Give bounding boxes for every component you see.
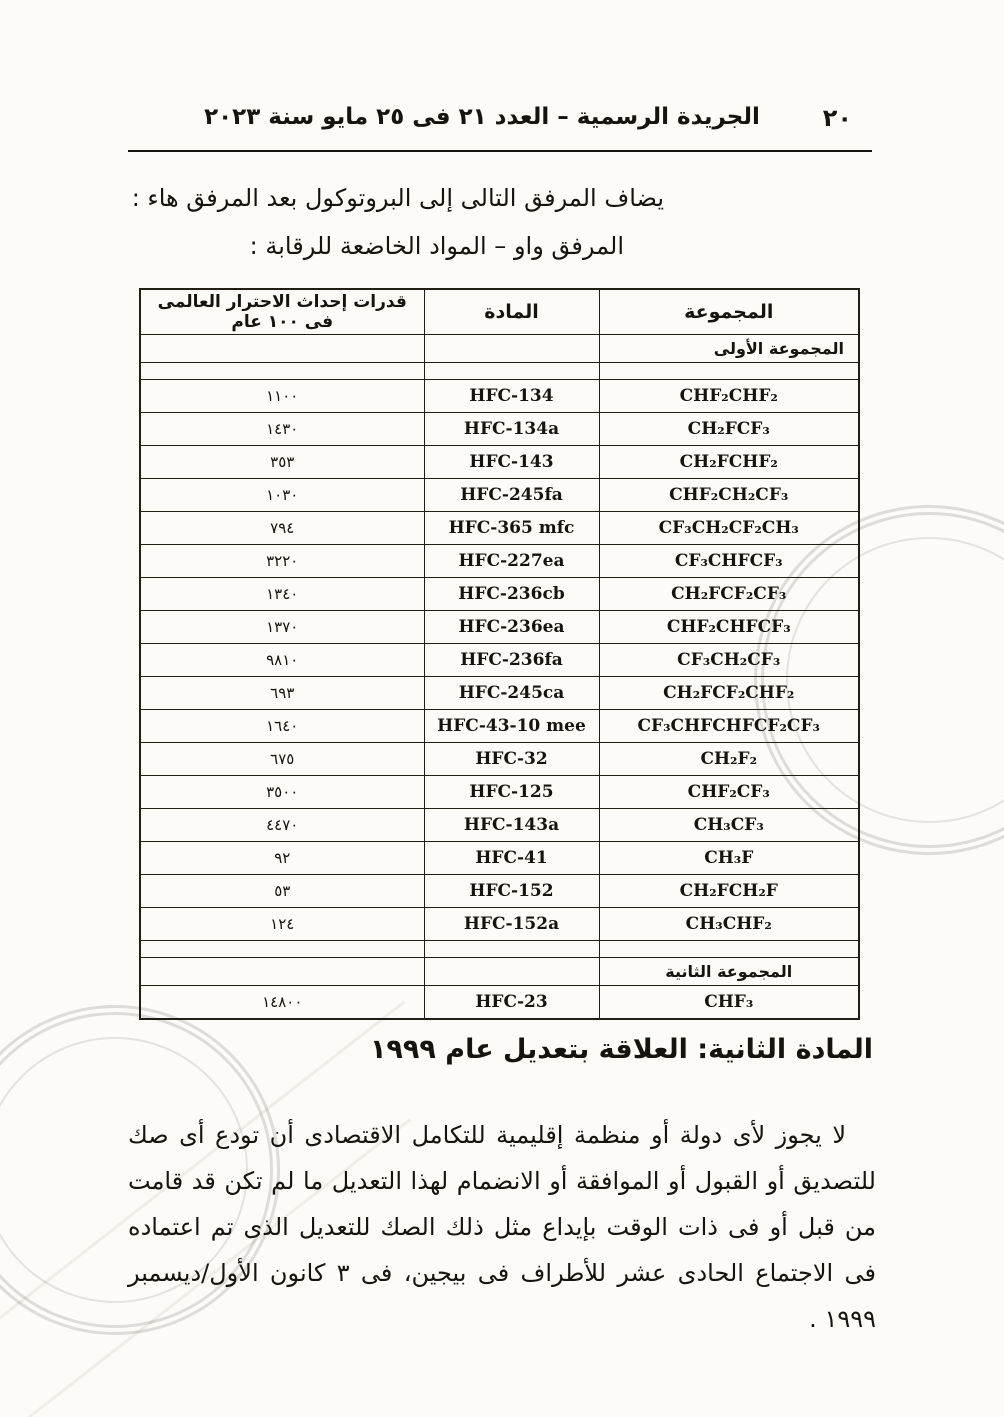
col-header-gwp: قدرات إحداث الاحترار العالمى فى ١٠٠ عام [140,289,424,335]
formula-cell: CH₃CHF₂ [599,908,859,941]
gwp-cell: ١٢٤ [140,908,424,941]
gwp-cell: ١١٠٠ [140,380,424,413]
gwp-cell: ٣٥٣ [140,446,424,479]
empty-cell [424,363,599,380]
table-row [140,380,859,413]
formula-cell: CH₂FCF₂CF₃ [599,578,859,611]
table-row [140,842,859,875]
table-row [140,413,859,446]
table-row [140,809,859,842]
table-row [140,875,859,908]
formula-cell: CH₃CF₃ [599,809,859,842]
substance-cell: HFC-236ea [424,611,599,644]
article-paragraph: لا يجوز لأى دولة أو منظمة إقليمية للتكامل الاقتصادى أن تودع أى صك للتصديق أو القبول أو الموافقة أو الانضمام لهذا التعديل ما لم تكن قد قامت من قبل أو فى ذات الوقت بإيداع مثل ذلك الصك للتعديل الذى تم اعتماده فى الاجتماع الحادى عشر للأطراف فى بيجين، فى ٣ كانون الأول/ديسمبر ١٩٩٩ . [128,1121,876,1333]
gwp-cell: ٣٢٢٠ [140,545,424,578]
gwp-cell: ٧٩٤ [140,512,424,545]
substance-cell: HFC-152a [424,908,599,941]
formula-cell: CF₃CHFCF₃ [599,545,859,578]
substance-cell: HFC-125 [424,776,599,809]
group-section-label: المجموعة الثانية [599,958,859,986]
gwp-cell: ٩٢ [140,842,424,875]
empty-cell [599,363,859,380]
formula-cell: CF₃CHFCHFCF₂CF₃ [599,710,859,743]
table-row [140,710,859,743]
substance-cell: HFC-236cb [424,578,599,611]
substance-cell: HFC-245ca [424,677,599,710]
substance-cell: HFC-43-10 mee [424,710,599,743]
substance-cell: HFC-245fa [424,479,599,512]
formula-cell: CHF₂CH₂CF₃ [599,479,859,512]
substance-cell: HFC-152 [424,875,599,908]
controlled-substances-table [139,288,860,1020]
article-heading-text: العلاقة بتعديل عام ١٩٩٩ [369,1034,688,1065]
formula-cell: CHF₃ [599,986,859,1020]
table-row [140,545,859,578]
gwp-cell: ١٠٣٠ [140,479,424,512]
substance-cell: HFC-41 [424,842,599,875]
table-row [140,644,859,677]
formula-cell: CH₂F₂ [599,743,859,776]
empty-cell [424,958,599,986]
substance-cell: HFC-365 mfc [424,512,599,545]
col-header-group: المجموعة [599,289,859,335]
formula-cell: CHF₂CF₃ [599,776,859,809]
formula-cell: CH₂FCH₂F [599,875,859,908]
table-row [140,743,859,776]
article-heading [370,1034,873,1065]
empty-cell [424,335,599,363]
gwp-cell: ١٤٣٠ [140,413,424,446]
table-row [140,611,859,644]
table-row [140,677,859,710]
formula-cell: CH₂FCHF₂ [599,446,859,479]
gwp-cell: ٩٨١٠ [140,644,424,677]
gwp-cell: ٦٧٥ [140,743,424,776]
page-number: ٢٠ [822,104,852,132]
col-header-substance: المادة [424,289,599,335]
gwp-cell: ٥٣ [140,875,424,908]
formula-cell: CHF₂CHFCF₃ [599,611,859,644]
table-row [140,512,859,545]
table-row [140,578,859,611]
formula-cell: CH₃F [599,842,859,875]
table-row [140,908,859,941]
substance-cell: HFC-227ea [424,545,599,578]
intro-line-2: المرفق واو – المواد الخاضعة للرقابة : [249,232,624,260]
gwp-cell: ٦٩٣ [140,677,424,710]
group-section-row [140,958,859,986]
substance-cell: HFC-134 [424,380,599,413]
gwp-cell: ٣٥٠٠ [140,776,424,809]
formula-cell: CF₃CH₂CF₂CH₃ [599,512,859,545]
group-section-row [140,335,859,363]
empty-cell [140,363,424,380]
substance-cell: HFC-23 [424,986,599,1020]
formula-cell: CHF₂CHF₂ [599,380,859,413]
intro-line-1: يضاف المرفق التالى إلى البروتوكول بعد المرفق هاء : [131,184,664,212]
table-row [140,479,859,512]
substance-cell: HFC-134a [424,413,599,446]
formula-cell: CH₂FCF₃ [599,413,859,446]
substance-cell: HFC-143a [424,809,599,842]
substance-cell: HFC-236fa [424,644,599,677]
group-section-label: المجموعة الأولى [599,335,859,363]
gwp-cell: ٤٤٧٠ [140,809,424,842]
spacer-row [140,941,859,958]
empty-cell [140,941,424,958]
formula-cell: CF₃CH₂CF₃ [599,644,859,677]
substance-cell: HFC-143 [424,446,599,479]
empty-cell [140,958,424,986]
empty-cell [599,941,859,958]
gazette-header-title: الجريدة الرسمية – العدد ٢١ فى ٢٥ مايو سنة ٢٠٢٣ [204,104,760,130]
gwp-cell: ١٣٧٠ [140,611,424,644]
empty-cell [140,335,424,363]
substance-cell: HFC-32 [424,743,599,776]
spacer-row [140,363,859,380]
empty-cell [424,941,599,958]
article-heading-label: المادة الثانية: [697,1034,873,1065]
header-divider [128,150,872,152]
gwp-cell: ١٦٤٠ [140,710,424,743]
table-header-row [140,289,859,335]
gwp-cell: ١٤٨٠٠ [140,986,424,1020]
table-row [140,446,859,479]
table-row [140,776,859,809]
table-row [140,986,859,1020]
gwp-cell: ١٣٤٠ [140,578,424,611]
formula-cell: CH₂FCF₂CHF₂ [599,677,859,710]
